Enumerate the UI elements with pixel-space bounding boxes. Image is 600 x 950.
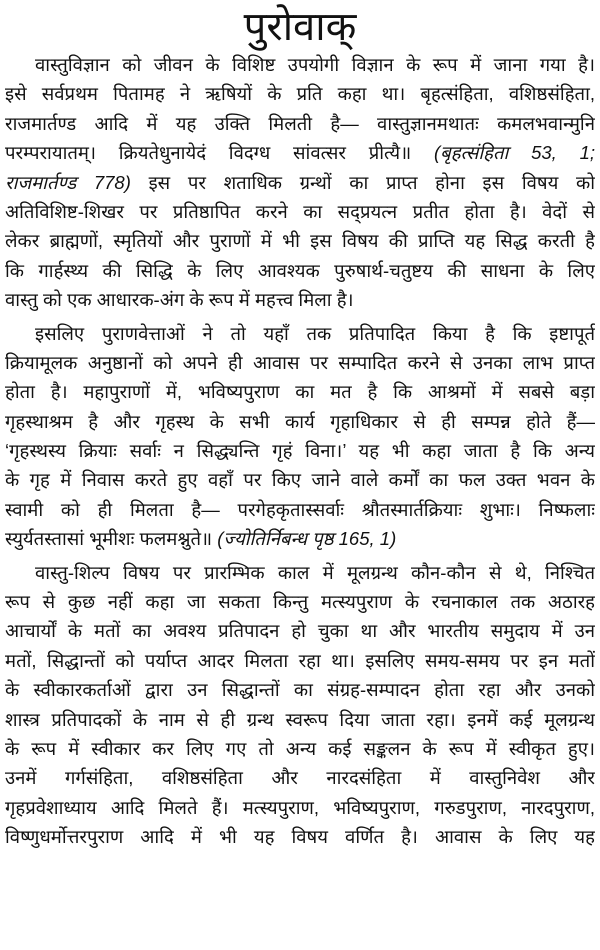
text-line [5, 465, 595, 494]
paragraph [5, 50, 595, 315]
text-line [5, 793, 595, 822]
line-text: गृहप्रवेशाध्याय आदि मिलते हैं। मत्स्यपुराण, भविष्यपुराण, गरुडपुराण, नारदपुराण, [5, 796, 595, 818]
line-text: विष्णुधर्मोत्तरपुराण आदि में भी यह विषय वर्णित है। आवास के लिए यह [5, 826, 595, 848]
line-text: परम्परायातम्। क्रियतेधुनायेदं विदग्ध सांवत्सर प्रीत्यै॥ [5, 142, 435, 164]
text-line [5, 616, 595, 645]
line-text: इस पर शताधिक ग्रन्थों का प्राप्त होना इस विषय को [130, 171, 595, 193]
text-line [5, 407, 595, 436]
line-text: स्युर्यतस्तासां भूमीशः फलमश्नुते॥ [5, 528, 218, 550]
line-text: वास्तु-शिल्प विषय पर प्रारम्भिक काल में मूलग्रन्थ कौन-कौन से थे, निश्चित [35, 561, 595, 583]
text-line [5, 587, 595, 616]
text-line [5, 705, 595, 734]
text-line [5, 646, 595, 675]
text-line [5, 734, 595, 763]
paragraph [5, 319, 595, 554]
page-title: पुरोवाक् [243, 5, 357, 49]
text-line [5, 524, 595, 553]
text-line [5, 50, 595, 79]
text-line [5, 348, 595, 377]
text-line [5, 675, 595, 704]
text-line [5, 436, 595, 465]
text-line [5, 377, 595, 406]
line-text: कि गार्हस्थ्य की सिद्धि के लिए आवश्यक पुरुषार्थ-चतुष्टय की साधना के लिए [5, 259, 595, 281]
text-line [5, 79, 595, 108]
text-line [5, 168, 595, 197]
line-text: क्रियामूलक अनुष्ठानों को अपने ही आवास पर सम्पादित करने से उनका लाभ प्राप्त [5, 351, 595, 373]
line-text: मतों, सिद्धान्तों को पर्याप्त आदर मिलता रहा था। इसलिए समय-समय पर इन मतों [5, 649, 595, 671]
line-text: उनमें गर्गसंहिता, वशिष्ठसंहिता और नारदसंहिता में वास्तुनिवेश और [5, 767, 595, 789]
line-text: गृहस्थाश्रम है और गृहस्थ के सभी कार्य गृहाधिकार से ही सम्पन्न होते हैं— [5, 410, 595, 432]
line-text: वास्तु को एक आधारक-अंग के रूप में महत्त्व मिला है। [5, 289, 354, 311]
text-line [5, 285, 595, 314]
line-text: लेकर ब्राह्मणों, स्मृतियों और पुराणों में भी इस विषय की प्राप्ति यह सिद्ध करती है [5, 230, 595, 252]
line-text: होता है। महापुराणों में, भविष्यपुराण का मत है कि आश्रमों में सबसे बड़ा [5, 381, 595, 403]
text-line [5, 495, 595, 524]
text-line [5, 763, 595, 792]
text-line [5, 138, 595, 167]
line-text: रूप से कुछ नहीं कहा जा सकता किन्तु मत्स्यपुराण के रचनाकाल तक अठारह [5, 591, 595, 613]
line-text: स्वामी को ही मिलता है— परगेहकृतास्सर्वाः श्रौतस्मार्तक्रियाः शुभाः। निष्फलाः [5, 498, 595, 520]
line-text: के रूप में स्वीकार कर लिए गए तो अन्य कई सङ्कलन के रूप में स्वीकृत हुए। [5, 737, 595, 759]
line-text: राजमार्तण्ड आदि में यह उक्ति मिलती है— वास्तुज्ञानमथातः कमलभवान्मुनि [5, 112, 595, 134]
paragraph [5, 558, 595, 852]
line-text: के गृह में निवास करते हुए वहाँ पर किए जाने वाले कर्मों का फल उक्त भवन के [5, 469, 595, 491]
text-line [5, 319, 595, 348]
text-line [5, 197, 595, 226]
text-line [5, 256, 595, 285]
line-text: आचार्यों के मतों का अवश्य प्रतिपादन हो चुका था और भारतीय समुदाय में उन [5, 620, 595, 642]
citation: राजमार्तण्ड 778) [5, 171, 131, 193]
text-line [5, 822, 595, 851]
line-text: इसलिए पुराणवेत्ताओं ने तो यहाँ तक प्रतिपादित किया है कि इष्टापूर्त [35, 322, 595, 344]
citation: (ज्योतिर्निबन्ध पृष्ठ 165, 1) [217, 528, 397, 550]
line-text: अतिविशिष्ट-शिखर पर प्रतिष्ठापित करने का सद्प्रयत्न प्रतीत होता है। वेदों से [5, 200, 595, 222]
text-line [5, 109, 595, 138]
body-text [5, 50, 595, 856]
line-text: के स्वीकारकर्ताओं द्वारा उन सिद्धान्तों का संग्रह-सम्पादन होता रहा और उनको [5, 679, 595, 701]
line-text: इसे सर्वप्रथम पितामह ने ऋषियों के प्रति कहा था। बृहत्संहिता, वशिष्ठसंहिता, [5, 83, 595, 105]
line-text: शास्त्र प्रतिपादकों के नाम से ही ग्रन्थ स्वरूप दिया जाता रहा। इनमें कई मूलग्रन्थ [5, 708, 595, 730]
text-line [5, 226, 595, 255]
line-text: ‘गृहस्थस्य क्रियाः सर्वाः न सिद्ध्यन्ति गृहं विना।’ यह भी कहा जाता है कि अन्य [5, 440, 595, 462]
line-text: वास्तुविज्ञान को जीवन के विशिष्ट उपयोगी विज्ञान के रूप में जाना गया है। [35, 54, 595, 75]
text-line [5, 558, 595, 587]
citation: (बृहत्संहिता 53, 1; [434, 142, 595, 164]
